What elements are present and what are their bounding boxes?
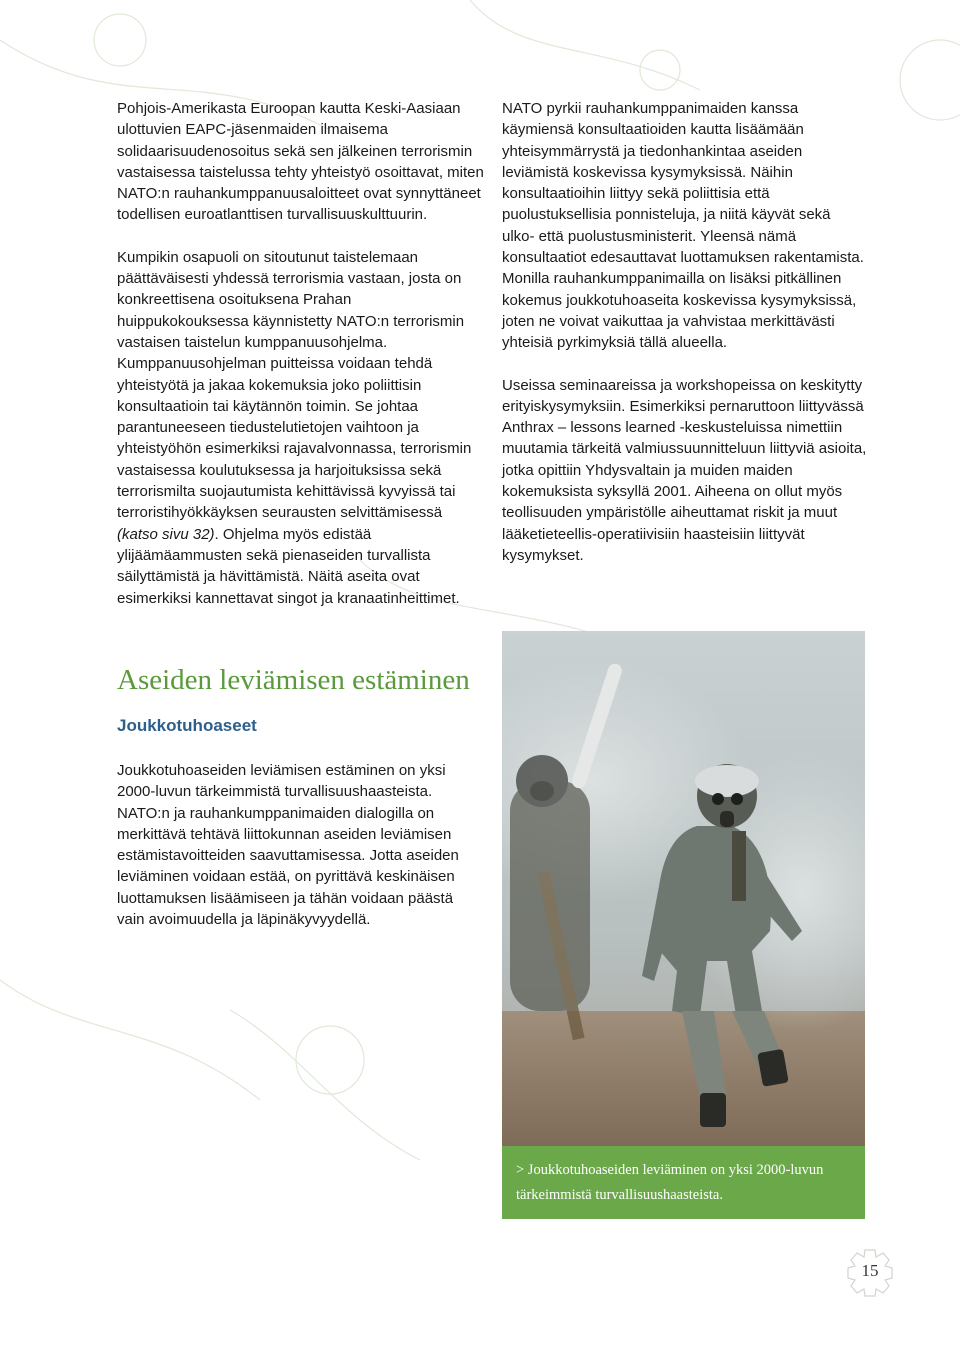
section-subtitle: Joukkotuhoaseet [117,716,257,735]
page-number: 15 [861,1261,879,1280]
left-paragraph-2-text-a: Kumpikin osapuoli on sitoutunut taistelemaan päättäväisesti yhdessä terrorismia vastaan, josta on konkreettisena osoituksena Prahan huippukokouksessa käynnistetty NATO:n terrorismin vastaisen taistelun kumppanuusohjelma. Kumppanuusohjelman puitteissa voidaan tehdä yhteistyötä ja jakaa kokemuksia joko poliittisin konsultaatioin tai käytännön toimin. Se johtaa parantuneeseen tiedustelutietojen vaihtoon ja yhteistyöhön esimerkiksi rajavalvonnassa, terrorismin vastaisessa koulutuksessa ja harjoituksissa sekä terrorismilta suojautumista kehittävissä kyvyissä tai terroristihyökkäyksen seurausten selvittämisessä [117,248,472,522]
page-reference: (katso sivu 32) [117,525,215,543]
section-title: Aseiden leviämisen estäminen [117,664,470,696]
page-number-badge [845,1248,895,1298]
left-paragraph-2 [117,247,487,609]
right-column [502,98,867,566]
right-paragraph-1: NATO pyrkii rauhankumppanimaiden kanssa käymiensä konsultaatioiden kautta lisäämään yhteisymmärrystä ja tiedonhankintaa aseiden leviämistä koskevissa kysymyksissä. Näihin konsultaatioihin liittyy sekä poliittisia että puolustuksellisia ponnisteluja, ja niitä käyvät sekä ulko- että puolustusministerit. Yleensä nämä konsultaatiot edesauttavat luottamuksen rakentamista. Monilla rauhankumppanimailla on lisäksi pitkällinen kokemus joukkotuhoaseita koskevissa kysymyksissä, joten ne voivat vaikuttaa ja vahvistaa merkittävästi yhteisiä pyrkimyksiä tällä alueella. [502,100,864,352]
photo-caption: > Joukkotuhoaseiden leviäminen on yksi 2000-luvun tärkeimmistä turvallisuushaasteista. [502,1146,865,1219]
photo-gas-mask-soldiers [502,631,865,1146]
left-column [117,98,487,609]
photo-illustration [502,631,865,1146]
left-paragraph-1: Pohjois-Amerikasta Euroopan kautta Keski-Aasiaan ulottuvien EAPC-jäsenmaiden ilmaisema solidaarisuudenosoitus sekä sen jälkeinen terrorismin vastaisessa taistelussa tehty yhteistyö osoittavat, miten NATO:n rauhankumppanuusaloitteet ovat synnyttäneet todellisen euroatlanttisen turvallisuuskulttuurin. [117,100,484,224]
left-paragraph-2-text-b: . Ohjelma myös edistää ylijäämäammusten sekä pienaseiden turvallista säilyttämistä ja hävittämistä. Näitä aseita ovat esimerkiksi kannettavat singot ja kranaatinheittimet. [117,525,460,607]
section-body [117,760,482,930]
right-paragraph-2: Useissa seminaareissa ja workshopeissa on keskitytty erityiskysymyksiin. Esimerkiksi pernaruttoon liittyvässä Anthrax – lessons learned -keskusteluissa nimettiin muutamia tärkeitä valmiussuunnitteluun liittyviä asioita, jotka opittiin Yhdysvaltain ja muiden maiden kokemuksista syksyllä 2001. Aiheena on ollut myös teollisuuden ympäristölle aiheuttamat riskit ja muut lääketieteellis-operatiivisiin haasteisiin liittyvät kysymykset. [502,376,867,564]
section-paragraph-1: Joukkotuhoaseiden leviämisen estäminen on yksi 2000-luvun tärkeimmistä turvallisuushaasteista. NATO:n ja rauhankumppanimaiden dialogilla on merkittävä tehtävä liittokunnan aseiden leviämisen estämistavoitteiden saavuttamisessa. Jotta aseiden leviäminen voidaan estää, on pyrittävä keskinäisen luottamuksen lisäämiseen ja tähän voidaan päästä vain avoimuudella ja läpinäkyvyydellä. [117,762,459,929]
